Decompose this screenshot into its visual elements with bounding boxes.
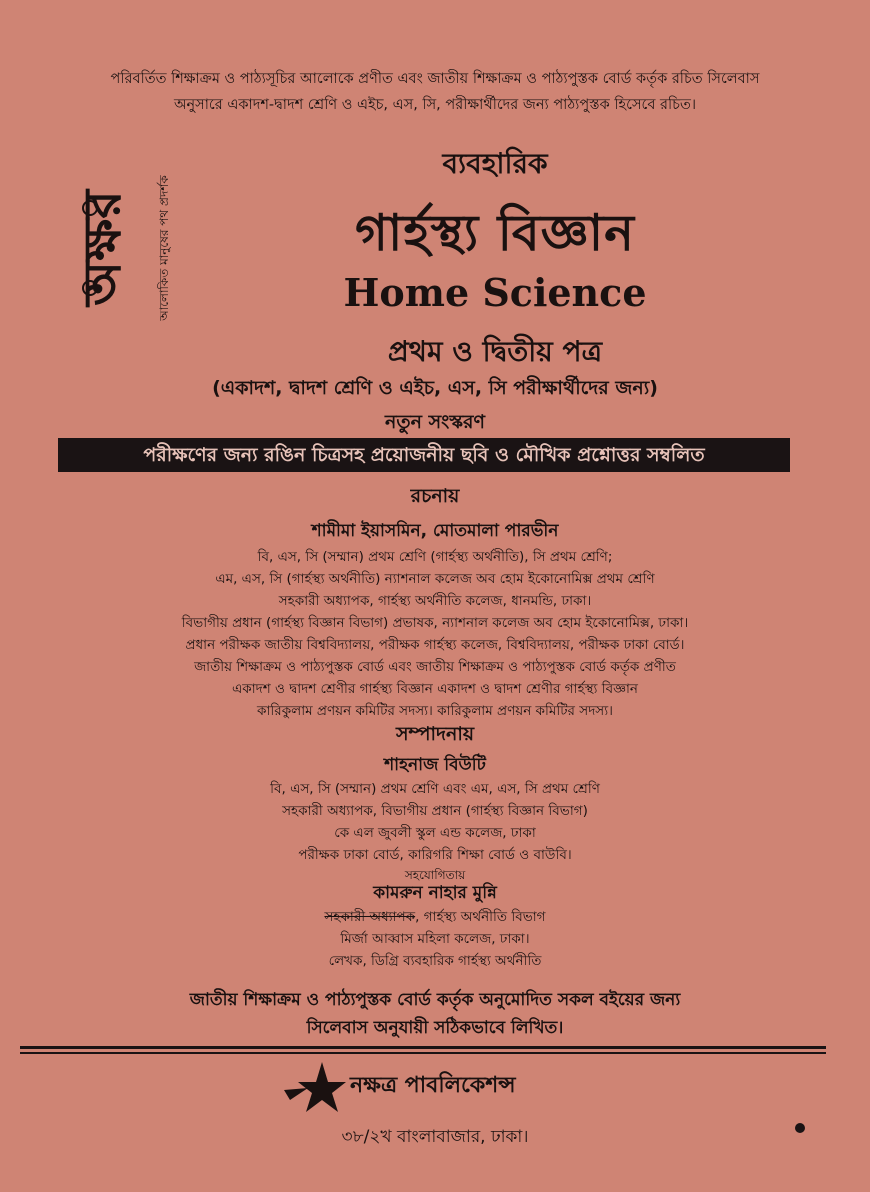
collaborator-name: কামরুন নাহার মুন্নি — [373, 883, 497, 903]
logo-text: অক্ষর — [73, 190, 133, 306]
author-credential-line: এম, এস, সি (গার্হস্থ্য অর্থনীতি) ন্যাশনাল কলেজ অব হোম ইকোনোমিক্স প্রথম শ্রেণি — [215, 571, 655, 587]
title-audience: (একাদশ, দ্বাদশ শ্রেণি ও এইচ, এস, সি পরীক্ষার্থীদের জন্য) — [212, 377, 658, 399]
title-paper: প্রথম ও দ্বিতীয় পত্র — [387, 335, 603, 368]
author-credential-line: বিভাগীয় প্রধান (গার্হস্থ্য বিজ্ঞান বিভাগ) প্রভাষক, ন্যাশনাল কলেজ অব হোম ইকোনোমিক্স, ঢাকা। — [181, 615, 689, 631]
editor-credentials — [0, 778, 870, 866]
author-credential-line: কারিকুলাম প্রণয়ন কমিটির সদস্য। কারিকুলাম প্রণয়ন কমিটির সদস্য। — [257, 703, 613, 719]
author-credential-line: প্রধান পরীক্ষক জাতীয় বিশ্ববিদ্যালয়, পরীক্ষক গার্হস্থ্য কলেজ, বিশ্ববিদ্যালয়, পরীক্ষক ঢাকা বোর্ড। — [185, 637, 685, 653]
editor-name: শাহনাজ বিউটি — [384, 755, 486, 775]
edition-label: নতুন সংস্করণ — [385, 411, 485, 433]
approval-line-1: জাতীয় শিক্ষাক্রম ও পাঠ্যপুস্তক বোর্ড কর্তৃক অনুমোদিত সকল বইয়ের জন্য — [189, 990, 681, 1010]
approval-line-2: সিলেবাস অনুযায়ী সঠিকভাবে লিখিত। — [306, 1018, 564, 1038]
syllabus-note-line-1: পরিবর্তিত শিক্ষাক্রম ও পাঠ্যসূচির আলোকে প্রণীত এবং জাতীয় শিক্ষাক্রম ও পাঠ্যপুস্তক বোর্ড কর্তৃক রচিত সিলেবাস — [110, 71, 760, 87]
feature-banner: পরীক্ষণের জন্য রঙিন চিত্রসহ প্রয়োজনীয় ছবি ও মৌখিক প্রশ্নোত্তর সম্বলিত — [58, 438, 790, 472]
editor-credential-line: কে এল জুবলী স্কুল এন্ড কলেজ, ঢাকা — [334, 825, 536, 841]
divider-rule — [20, 1046, 826, 1049]
author-credential-line: বি, এস, সি (সম্মান) প্রথম শ্রেণি (গার্হস্থ্য অর্থনীতি), সি প্রথম শ্রেণি; — [257, 549, 613, 565]
struck-title: সহকারী অধ্যাপক — [324, 909, 416, 925]
editor-heading: সম্পাদনায় — [395, 723, 475, 745]
collaborator-credentials — [0, 906, 870, 972]
syllabus-note — [0, 66, 870, 118]
publisher-star-icon — [282, 1060, 348, 1116]
ink-dot — [795, 1123, 805, 1133]
collaborator-line-1 — [0, 906, 870, 928]
title-english: Home Science — [343, 270, 647, 315]
collaborator-line-2: মির্জা আব্বাস মহিলা কলেজ, ঢাকা। — [340, 931, 530, 947]
approval-note — [0, 986, 870, 1042]
editor-credential-line: পরীক্ষক ঢাকা বোর্ড, কারিগরি শিক্ষা বোর্ড ও বাউবি। — [298, 847, 572, 863]
publisher-name: নক্ষত্র পাবলিকেশন্স — [350, 1073, 516, 1098]
title-main: গার্হস্থ্য বিজ্ঞান — [355, 204, 635, 262]
author-credentials — [0, 546, 870, 722]
editor-credential-line: সহকারী অধ্যাপক, বিভাগীয় প্রধান (গার্হস্থ্য বিজ্ঞান বিভাগ) — [282, 803, 588, 819]
publisher-address: ৩৮/২খ বাংলাবাজার, ঢাকা। — [341, 1127, 529, 1147]
syllabus-note-line-2: অনুসারে একাদশ-দ্বাদশ শ্রেণি ও এইচ, এস, সি, পরীক্ষার্থীদের জন্য পাঠ্যপুস্তক হিসেবে রচিত। — [173, 97, 697, 113]
title-practical: ব্যবহারিক — [442, 147, 548, 180]
collaborator-heading: সহযোগিতায় — [404, 868, 466, 882]
editor-credential-line: বি, এস, সি (সম্মান) প্রথম শ্রেণি এবং এম, এস, সি প্রথম শ্রেণি — [270, 781, 600, 797]
collaborator-dept: , গার্হস্থ্য অর্থনীতি বিভাগ — [415, 909, 546, 925]
author-credential-line: জাতীয় শিক্ষাক্রম ও পাঠ্যপুস্তক বোর্ড এবং জাতীয় শিক্ষাক্রম ও পাঠ্যপুস্তক বোর্ড কর্তৃক প্রণীত — [194, 659, 676, 675]
authors-names: শামীমা ইয়াসমিন, মোতমালা পারভীন — [311, 521, 559, 541]
collaborator-line-3: লেখক, ডিগ্রি ব্যবহারিক গার্হস্থ্য অর্থনীতি — [328, 953, 542, 969]
logo-tagline: আলোকিত মানুষের পথ প্রদর্শক — [157, 175, 171, 321]
divider-rule — [20, 1052, 826, 1054]
author-credential-line: সহকারী অধ্যাপক, গার্হস্থ্য অর্থনীতি কলেজ, ধানমন্ডি, ঢাকা। — [278, 593, 592, 609]
authors-heading: রচনায় — [410, 485, 460, 507]
author-credential-line: একাদশ ও দ্বাদশ শ্রেণীর গার্হস্থ্য বিজ্ঞান একাদশ ও দ্বাদশ শ্রেণীর গার্হস্থ্য বিজ্ঞান — [232, 681, 638, 697]
